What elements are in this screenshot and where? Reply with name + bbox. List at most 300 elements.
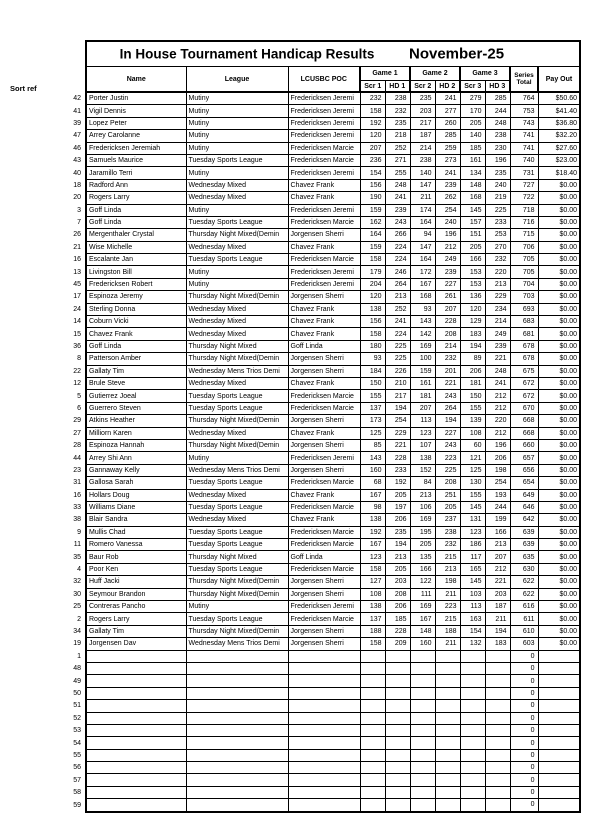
score-scr1-cell: 138 xyxy=(360,601,385,613)
league-cell: Wednesday Mixed xyxy=(186,328,288,340)
col-header-hd3: HD 3 xyxy=(485,81,510,93)
league-cell: Thursday Night Mixed(Demin xyxy=(186,353,288,365)
score-hd3-cell: 214 xyxy=(485,316,510,328)
score-hd3-cell: 248 xyxy=(485,117,510,129)
payout-cell xyxy=(538,650,580,662)
score-hd3-cell: 220 xyxy=(485,415,510,427)
score-scr2-cell: 169 xyxy=(410,340,435,352)
payout-cell: $0.00 xyxy=(538,216,580,228)
score-scr1-cell: 179 xyxy=(360,266,385,278)
score-hd1-cell: 205 xyxy=(385,563,410,575)
score-scr2-cell: 143 xyxy=(410,316,435,328)
col-header-game3: Game 3 xyxy=(460,67,510,81)
score-scr3-cell: 150 xyxy=(460,390,485,402)
score-hd1-cell: 210 xyxy=(385,377,410,389)
score-scr1-cell: 158 xyxy=(360,105,385,117)
score-scr3-cell: 108 xyxy=(460,427,485,439)
score-hd3-cell: 235 xyxy=(485,167,510,179)
sort-ref-cell: 15 xyxy=(8,328,86,340)
score-scr1-cell: 192 xyxy=(360,526,385,538)
poc-cell: Chavez Frank xyxy=(288,427,360,439)
score-scr1-cell: 207 xyxy=(360,142,385,154)
poc-cell: Fredericksen Marcie xyxy=(288,477,360,489)
score-hd2-cell: 264 xyxy=(435,402,460,414)
score-hd3-cell: 199 xyxy=(485,514,510,526)
score-hd3-cell xyxy=(485,712,510,724)
poc-cell: Fredericksen Marcie xyxy=(288,216,360,228)
payout-cell: $0.00 xyxy=(538,204,580,216)
score-scr2-cell xyxy=(410,786,435,798)
score-scr3-cell: 145 xyxy=(460,501,485,513)
payout-cell: $0.00 xyxy=(538,303,580,315)
page-title: In House Tournament Handicap Results xyxy=(119,46,375,62)
score-hd2-cell: 221 xyxy=(435,377,460,389)
score-hd3-cell: 193 xyxy=(485,489,510,501)
table-row xyxy=(8,501,580,513)
sort-ref-cell: 45 xyxy=(8,278,86,290)
player-name-cell xyxy=(86,749,186,761)
poc-cell: Fredericksen Marcie xyxy=(288,142,360,154)
score-scr3-cell: 170 xyxy=(460,105,485,117)
score-scr3-cell: 153 xyxy=(460,278,485,290)
payout-cell xyxy=(538,700,580,712)
player-name-cell xyxy=(86,786,186,798)
score-hd1-cell: 243 xyxy=(385,216,410,228)
score-hd3-cell xyxy=(485,737,510,749)
league-cell xyxy=(186,749,288,761)
score-scr3-cell: 186 xyxy=(460,539,485,551)
table-row xyxy=(8,142,580,154)
series-total-cell: 630 xyxy=(510,563,538,575)
score-scr3-cell xyxy=(460,700,485,712)
sort-ref-cell: 21 xyxy=(8,241,86,253)
sort-ref-cell: 16 xyxy=(8,489,86,501)
score-hd2-cell: 261 xyxy=(435,291,460,303)
score-scr3-cell: 125 xyxy=(460,464,485,476)
score-hd1-cell: 194 xyxy=(385,539,410,551)
score-hd2-cell: 259 xyxy=(435,142,460,154)
league-cell: Tuesday Sports League xyxy=(186,526,288,538)
score-hd1-cell: 225 xyxy=(385,353,410,365)
payout-cell: $0.00 xyxy=(538,415,580,427)
payout-cell: $0.00 xyxy=(538,514,580,526)
score-hd2-cell: 223 xyxy=(435,452,460,464)
score-scr2-cell: 203 xyxy=(410,105,435,117)
score-scr3-cell xyxy=(460,762,485,774)
score-hd1-cell: 266 xyxy=(385,229,410,241)
score-scr2-cell: 168 xyxy=(410,291,435,303)
score-scr1-cell: 158 xyxy=(360,254,385,266)
player-name-cell: Goff Linda xyxy=(86,216,186,228)
score-scr2-cell xyxy=(410,749,435,761)
score-scr1-cell xyxy=(360,774,385,786)
poc-cell: Fredericksen Jeremi xyxy=(288,601,360,613)
table-row xyxy=(8,563,580,575)
score-scr2-cell: 106 xyxy=(410,501,435,513)
score-hd3-cell: 285 xyxy=(485,92,510,105)
player-name-cell: Arrey Carolanne xyxy=(86,130,186,142)
score-hd2-cell xyxy=(435,687,460,699)
poc-cell: Jorgensen Sherri xyxy=(288,353,360,365)
payout-cell: $0.00 xyxy=(538,576,580,588)
table-row xyxy=(8,675,580,687)
score-scr1-cell: 156 xyxy=(360,316,385,328)
series-total-cell: 0 xyxy=(510,650,538,662)
payout-cell: $0.00 xyxy=(538,588,580,600)
score-hd1-cell: 241 xyxy=(385,316,410,328)
score-scr2-cell: 235 xyxy=(410,92,435,105)
payout-cell: $0.00 xyxy=(538,613,580,625)
poc-cell: Fredericksen Marcie xyxy=(288,539,360,551)
score-scr1-cell xyxy=(360,700,385,712)
score-scr1-cell: 158 xyxy=(360,563,385,575)
sort-ref-cell: 40 xyxy=(8,167,86,179)
score-scr2-cell: 113 xyxy=(410,415,435,427)
score-scr3-cell: 136 xyxy=(460,291,485,303)
score-scr3-cell xyxy=(460,749,485,761)
payout-cell: $0.00 xyxy=(538,365,580,377)
poc-cell: Fredericksen Jeremi xyxy=(288,204,360,216)
score-scr3-cell: 151 xyxy=(460,229,485,241)
league-cell: Mutiny xyxy=(186,130,288,142)
score-hd2-cell xyxy=(435,737,460,749)
series-total-cell: 678 xyxy=(510,340,538,352)
score-hd3-cell xyxy=(485,700,510,712)
score-hd3-cell: 249 xyxy=(485,328,510,340)
player-name-cell: Baur Rob xyxy=(86,551,186,563)
score-scr2-cell: 169 xyxy=(410,601,435,613)
poc-cell: Fredericksen Jeremi xyxy=(288,167,360,179)
series-total-cell: 0 xyxy=(510,799,538,812)
score-hd1-cell: 224 xyxy=(385,328,410,340)
payout-cell: $0.00 xyxy=(538,551,580,563)
score-scr3-cell: 140 xyxy=(460,130,485,142)
poc-cell xyxy=(288,650,360,662)
payout-cell: $0.00 xyxy=(538,526,580,538)
table-row xyxy=(8,427,580,439)
player-name-cell: Escalante Jan xyxy=(86,254,186,266)
payout-cell: $41.40 xyxy=(538,105,580,117)
score-hd2-cell xyxy=(435,762,460,774)
score-hd2-cell: 212 xyxy=(435,241,460,253)
score-hd3-cell: 244 xyxy=(485,105,510,117)
sort-ref-cell: 27 xyxy=(8,427,86,439)
series-total-cell: 603 xyxy=(510,638,538,650)
league-cell xyxy=(186,737,288,749)
results-table xyxy=(8,40,581,813)
score-scr1-cell: 192 xyxy=(360,117,385,129)
score-scr1-cell: 143 xyxy=(360,452,385,464)
player-name-cell: Poor Ken xyxy=(86,563,186,575)
player-name-cell: Guerrero Steven xyxy=(86,402,186,414)
poc-cell: Fredericksen Jeremi xyxy=(288,452,360,464)
score-scr3-cell: 155 xyxy=(460,402,485,414)
poc-cell xyxy=(288,687,360,699)
score-hd3-cell xyxy=(485,749,510,761)
score-scr1-cell xyxy=(360,762,385,774)
series-total-cell: 670 xyxy=(510,402,538,414)
league-cell: Thursday Night Mixed xyxy=(186,551,288,563)
player-name-cell xyxy=(86,662,186,674)
player-name-cell xyxy=(86,650,186,662)
score-scr1-cell: 167 xyxy=(360,489,385,501)
score-hd1-cell: 224 xyxy=(385,254,410,266)
player-name-cell: Coburn Vicki xyxy=(86,316,186,328)
league-cell xyxy=(186,712,288,724)
score-scr3-cell: 155 xyxy=(460,489,485,501)
score-scr1-cell: 154 xyxy=(360,167,385,179)
score-hd1-cell: 246 xyxy=(385,266,410,278)
score-hd2-cell xyxy=(435,675,460,687)
payout-cell xyxy=(538,712,580,724)
series-total-cell: 610 xyxy=(510,625,538,637)
league-cell: Mutiny xyxy=(186,92,288,105)
score-hd2-cell: 260 xyxy=(435,117,460,129)
series-total-cell: 0 xyxy=(510,700,538,712)
league-cell: Mutiny xyxy=(186,452,288,464)
series-total-cell: 639 xyxy=(510,539,538,551)
score-hd3-cell: 239 xyxy=(485,340,510,352)
score-scr2-cell xyxy=(410,737,435,749)
score-scr2-cell: 164 xyxy=(410,254,435,266)
score-hd1-cell: 229 xyxy=(385,427,410,439)
league-cell: Wednesday Mixed xyxy=(186,514,288,526)
score-hd2-cell: 201 xyxy=(435,365,460,377)
score-scr2-cell: 166 xyxy=(410,563,435,575)
table-row xyxy=(8,650,580,662)
series-total-cell: 0 xyxy=(510,724,538,736)
score-hd1-cell xyxy=(385,675,410,687)
score-hd3-cell: 187 xyxy=(485,601,510,613)
score-scr3-cell: 166 xyxy=(460,254,485,266)
table-row xyxy=(8,452,580,464)
sort-ref-cell: 50 xyxy=(8,687,86,699)
score-scr1-cell: 173 xyxy=(360,415,385,427)
series-label-line1: Series xyxy=(514,71,534,79)
score-scr2-cell: 211 xyxy=(410,192,435,204)
score-hd2-cell xyxy=(435,650,460,662)
league-cell: Wednesday Mens Trios Demi xyxy=(186,638,288,650)
poc-cell: Chavez Frank xyxy=(288,179,360,191)
table-row xyxy=(8,130,580,142)
player-name-cell xyxy=(86,737,186,749)
score-hd1-cell: 203 xyxy=(385,576,410,588)
score-scr3-cell: 120 xyxy=(460,303,485,315)
table-row xyxy=(8,415,580,427)
series-total-cell: 622 xyxy=(510,576,538,588)
player-name-cell xyxy=(86,724,186,736)
score-scr2-cell: 94 xyxy=(410,229,435,241)
league-cell: Wednesday Mixed xyxy=(186,316,288,328)
col-header-payout: Pay Out xyxy=(538,67,580,93)
score-hd1-cell: 208 xyxy=(385,588,410,600)
league-cell: Thursday Night Mixed(Demin xyxy=(186,576,288,588)
poc-cell: Chavez Frank xyxy=(288,328,360,340)
score-hd1-cell xyxy=(385,737,410,749)
score-hd1-cell: 206 xyxy=(385,601,410,613)
score-hd3-cell: 183 xyxy=(485,638,510,650)
payout-cell: $0.00 xyxy=(538,427,580,439)
payout-cell: $50.60 xyxy=(538,92,580,105)
series-total-cell: 705 xyxy=(510,266,538,278)
player-name-cell: Mullis Chad xyxy=(86,526,186,538)
poc-cell: Chavez Frank xyxy=(288,303,360,315)
score-scr2-cell: 195 xyxy=(410,526,435,538)
league-cell: Thursday Night Mixed(Demin xyxy=(186,415,288,427)
league-cell: Wednesday Mixed xyxy=(186,489,288,501)
poc-cell xyxy=(288,774,360,786)
series-total-cell: 753 xyxy=(510,105,538,117)
series-total-cell: 668 xyxy=(510,427,538,439)
payout-cell: $27.60 xyxy=(538,142,580,154)
score-hd3-cell: 240 xyxy=(485,179,510,191)
table-row xyxy=(8,576,580,588)
table-row xyxy=(8,700,580,712)
score-scr3-cell: 194 xyxy=(460,340,485,352)
series-total-cell: 611 xyxy=(510,613,538,625)
poc-cell xyxy=(288,662,360,674)
score-scr1-cell: 93 xyxy=(360,353,385,365)
col-header-hd2: HD 2 xyxy=(435,81,460,93)
score-hd2-cell xyxy=(435,799,460,812)
score-hd3-cell: 196 xyxy=(485,154,510,166)
score-scr3-cell xyxy=(460,774,485,786)
score-scr3-cell: 103 xyxy=(460,588,485,600)
score-scr1-cell xyxy=(360,786,385,798)
series-total-cell: 0 xyxy=(510,749,538,761)
player-name-cell: Atkins Heather xyxy=(86,415,186,427)
score-hd1-cell: 194 xyxy=(385,402,410,414)
score-hd3-cell: 212 xyxy=(485,390,510,402)
poc-cell: Fredericksen Jeremi xyxy=(288,266,360,278)
col-header-poc: LCUSBC POC xyxy=(288,67,360,93)
score-hd3-cell: 244 xyxy=(485,501,510,513)
league-cell: Mutiny xyxy=(186,117,288,129)
sort-ref-cell: 52 xyxy=(8,712,86,724)
sort-ref-cell: 25 xyxy=(8,601,86,613)
score-scr2-cell: 161 xyxy=(410,377,435,389)
league-cell: Thursday Night Mixed xyxy=(186,340,288,352)
table-row xyxy=(8,439,580,451)
table-row xyxy=(8,328,580,340)
table-row xyxy=(8,179,580,191)
sort-ref-cell: 41 xyxy=(8,105,86,117)
score-scr3-cell xyxy=(460,712,485,724)
table-row xyxy=(8,737,580,749)
score-hd2-cell: 214 xyxy=(435,340,460,352)
payout-cell: $18.40 xyxy=(538,167,580,179)
sort-ref-cell: 36 xyxy=(8,340,86,352)
series-total-cell: 668 xyxy=(510,415,538,427)
table-row xyxy=(8,229,580,241)
poc-cell xyxy=(288,712,360,724)
series-total-cell: 0 xyxy=(510,762,538,774)
score-hd3-cell: 198 xyxy=(485,464,510,476)
table-row xyxy=(8,291,580,303)
score-hd2-cell: 277 xyxy=(435,105,460,117)
player-name-cell: Patterson Amber xyxy=(86,353,186,365)
series-total-cell: 646 xyxy=(510,501,538,513)
score-hd2-cell: 215 xyxy=(435,551,460,563)
score-scr1-cell: 156 xyxy=(360,179,385,191)
sort-ref-cell: 29 xyxy=(8,415,86,427)
score-hd3-cell xyxy=(485,662,510,674)
league-cell: Thursday Night Mixed(Demin xyxy=(186,439,288,451)
score-hd2-cell: 198 xyxy=(435,576,460,588)
poc-cell xyxy=(288,737,360,749)
series-total-cell: 683 xyxy=(510,316,538,328)
table-row xyxy=(8,154,580,166)
score-hd2-cell: 262 xyxy=(435,192,460,204)
score-scr2-cell: 238 xyxy=(410,154,435,166)
score-scr3-cell: 139 xyxy=(460,415,485,427)
col-header-scr3: Scr 3 xyxy=(460,81,485,93)
league-cell: Tuesday Sports League xyxy=(186,402,288,414)
score-hd2-cell: 207 xyxy=(435,303,460,315)
league-cell xyxy=(186,675,288,687)
player-name-cell: Lopez Peter xyxy=(86,117,186,129)
score-scr2-cell: 138 xyxy=(410,452,435,464)
score-hd2-cell: 232 xyxy=(435,539,460,551)
score-scr1-cell: 108 xyxy=(360,588,385,600)
poc-cell xyxy=(288,700,360,712)
series-total-cell: 0 xyxy=(510,687,538,699)
score-hd3-cell xyxy=(485,799,510,812)
sort-ref-cell: 13 xyxy=(8,266,86,278)
payout-cell: $0.00 xyxy=(538,353,580,365)
poc-cell: Fredericksen Marcie xyxy=(288,613,360,625)
league-cell: Mutiny xyxy=(186,601,288,613)
score-hd2-cell: 285 xyxy=(435,130,460,142)
poc-cell: Fredericksen Jeremi xyxy=(288,117,360,129)
score-scr2-cell: 123 xyxy=(410,427,435,439)
score-scr2-cell: 164 xyxy=(410,216,435,228)
player-name-cell: Milliorn Karen xyxy=(86,427,186,439)
score-hd1-cell: 228 xyxy=(385,625,410,637)
player-name-cell: Seymour Brandon xyxy=(86,588,186,600)
player-name-cell: Hollars Doug xyxy=(86,489,186,501)
poc-cell: Fredericksen Marcie xyxy=(288,526,360,538)
score-scr2-cell xyxy=(410,724,435,736)
series-total-cell: 0 xyxy=(510,712,538,724)
col-header-hd1: HD 1 xyxy=(385,81,410,93)
poc-cell: Jorgensen Sherri xyxy=(288,638,360,650)
table-row xyxy=(8,377,580,389)
table-row xyxy=(8,551,580,563)
score-scr3-cell: 157 xyxy=(460,216,485,228)
score-hd2-cell xyxy=(435,700,460,712)
sort-ref-cell: 7 xyxy=(8,216,86,228)
score-hd2-cell: 211 xyxy=(435,588,460,600)
score-scr2-cell xyxy=(410,762,435,774)
score-scr1-cell: 158 xyxy=(360,328,385,340)
score-hd3-cell: 270 xyxy=(485,241,510,253)
player-name-cell: Gallaty Tim xyxy=(86,625,186,637)
score-scr1-cell: 120 xyxy=(360,291,385,303)
player-name-cell xyxy=(86,687,186,699)
player-name-cell: Williams Diane xyxy=(86,501,186,513)
sort-ref-cell: 48 xyxy=(8,662,86,674)
score-scr2-cell: 148 xyxy=(410,625,435,637)
score-scr2-cell: 187 xyxy=(410,130,435,142)
league-cell xyxy=(186,774,288,786)
score-scr3-cell: 148 xyxy=(460,179,485,191)
score-hd1-cell: 226 xyxy=(385,365,410,377)
series-total-cell: 656 xyxy=(510,464,538,476)
player-name-cell: Radford Ann xyxy=(86,179,186,191)
league-cell: Wednesday Mixed xyxy=(186,241,288,253)
score-hd2-cell xyxy=(435,724,460,736)
